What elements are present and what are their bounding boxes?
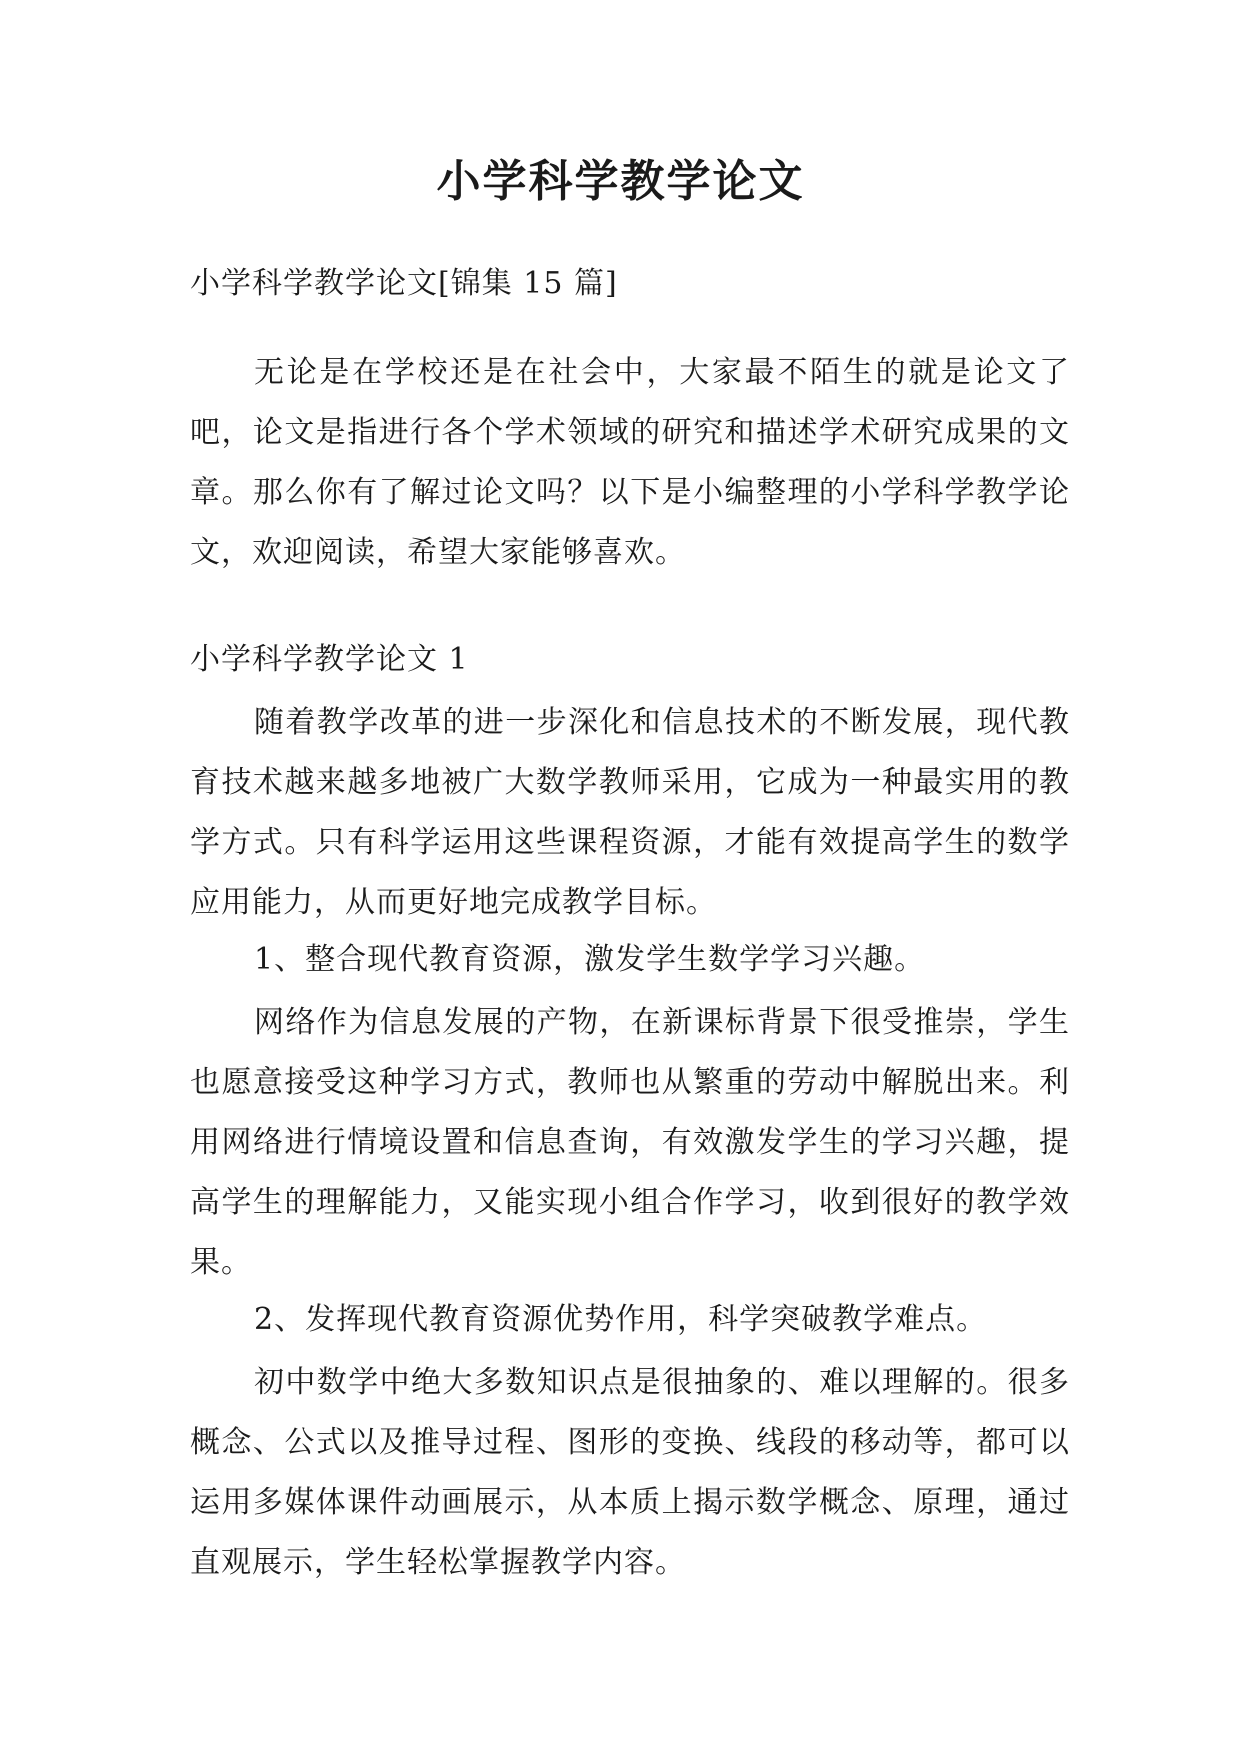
item-1-heading: 1、整合现代教育资源，激发学生数学学习兴趣。 (254, 942, 926, 977)
intro-paragraph: 无论是在学校还是在社会中，大家最不陌生的就是论文了吧，论文是指进行各个学术领域的研究和描述学术研究成果的文章。那么你有了解过论文吗？以下是小编整理的小学科学教学论文，欢迎阅读，希望大家能够喜欢。 (190, 355, 1070, 570)
section-1-heading: 小学科学教学论文 1 (190, 642, 469, 677)
item-2-heading: 2、发挥现代教育资源优势作用，科学突破教学难点。 (254, 1302, 988, 1337)
document-title: 小学科学教学论文 (436, 156, 805, 207)
document-subtitle: 小学科学教学论文[锦集 15 篇] (190, 266, 618, 301)
section-1-paragraph: 随着教学改革的进一步深化和信息技术的不断发展，现代教育技术越来越多地被广大数学教师采用，它成为一种最实用的教学方式。只有科学运用这些课程资源，才能有效提高学生的数学应用能力，从而更好地完成教学目标。 (190, 705, 1070, 920)
item-2-paragraph: 初中数学中绝大多数知识点是很抽象的、难以理解的。很多概念、公式以及推导过程、图形的变换、线段的移动等，都可以运用多媒体课件动画展示，从本质上揭示数学概念、原理，通过直观展示，学生轻松掌握教学内容。 (190, 1365, 1070, 1580)
item-1-paragraph: 网络作为信息发展的产物，在新课标背景下很受推崇，学生也愿意接受这种学习方式，教师也从繁重的劳动中解脱出来。利用网络进行情境设置和信息查询，有效激发学生的学习兴趣，提高学生的理解能力，又能实现小组合作学习，收到很好的教学效果。 (190, 1005, 1070, 1280)
